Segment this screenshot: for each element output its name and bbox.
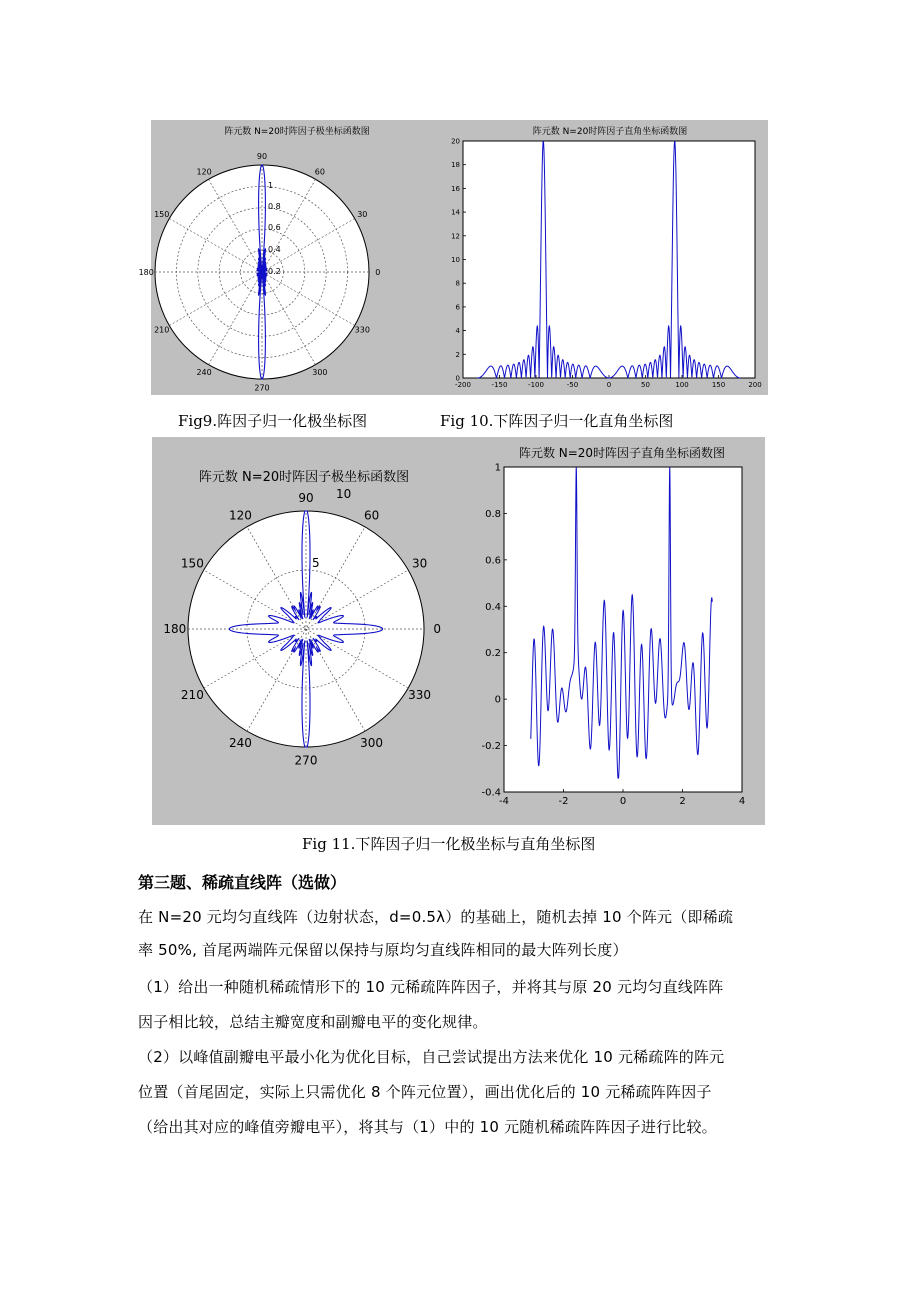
fig10-caption: Fig 10.下阵因子归一化直角坐标图 [440,412,674,430]
fig11-rect-y-tick-label: 1 [494,462,501,474]
polar-angle-label: 180 [163,622,187,637]
polar-radial-label: 0.8 [268,202,281,211]
fig9-caption: Fig9.阵因子归一化极坐标图 [178,412,368,430]
fig11-rect-y-tick-label: -0.2 [481,741,501,753]
section-title: 第三题、稀疏直线阵（选做） [138,873,347,892]
paragraph-line: 率 50%, 首尾两端阵元保留以保持与原均匀直线阵相同的最大阵列长度） [138,941,628,959]
polar-angle-label: 330 [354,325,370,335]
polar-radial-label: 5 [312,556,320,570]
fig11-rect-x-tick-label: -2 [558,796,569,807]
fig11-polar-title: 阵元数 N=20时阵因子极坐标函数图 [198,470,410,485]
fig10-y-tick-label: 16 [451,184,460,193]
polar-angle-label: 90 [298,491,314,505]
fig11-rect-plot [464,437,765,825]
fig10-rect-figure [444,120,768,395]
fig11-rect-y-tick-label: 0.6 [485,555,501,567]
polar-angle-label: 0 [433,622,442,637]
fig10-y-tick-label: 14 [451,208,460,217]
polar-radial-label: 0.4 [268,245,281,254]
polar-radial-label: 0.6 [268,223,281,232]
fig10-x-tick-label: -150 [491,381,508,389]
fig11-rect-y-tick-label: -0.4 [481,787,501,799]
fig11-rect-x-tick-label: 2 [679,796,686,807]
polar-angle-label: 300 [312,368,328,378]
fig9-polar-figure [138,120,444,395]
polar-angle-label: 90 [256,152,268,161]
polar-angle-label: 180 [138,267,154,277]
fig10-y-tick-label: 8 [455,279,460,288]
polar-angle-label: 30 [411,556,428,571]
fig10-x-tick-label: -100 [528,381,544,389]
polar-angle-label: 120 [228,508,252,523]
fig10-x-tick-label: 200 [748,381,762,389]
polar-angle-label: 240 [196,368,212,378]
polar-radial-label: 0.2 [268,267,281,276]
fig11-polar-plot [152,437,464,825]
polar-angle-label: 0 [375,267,381,277]
polar-angle-label: 150 [180,556,204,571]
polar-angle-label: 210 [154,325,170,335]
fig10-y-tick-label: 12 [451,232,460,241]
fig10-y-tick-label: 18 [451,161,460,170]
fig11-rect-x-tick-label: 4 [738,796,746,807]
fig11-polar-figure [152,437,464,825]
polar-angle-label: 270 [294,753,318,768]
polar-angle-label: 120 [196,167,212,177]
polar-radial-label: 10 [336,487,352,501]
fig11-rect-y-tick-label: 0.4 [485,601,501,613]
polar-angle-label: 150 [154,209,170,219]
polar-angle-label: 300 [360,735,384,750]
fig11-rect-figure [464,437,765,825]
fig11-caption: Fig 11.下阵因子归一化极坐标与直角坐标图 [302,835,596,853]
fig11-rect-y-tick-label: 0.2 [485,648,501,660]
fig10-x-tick-label: 0 [606,381,612,389]
polar-angle-label: 60 [363,508,380,523]
fig10-y-tick-label: 4 [455,327,460,336]
polar-angle-label: 30 [357,209,368,219]
fig11-rect-y-tick-label: 0 [494,694,501,706]
polar-angle-label: 270 [254,383,270,393]
fig11-rect-x-tick-label: 0 [619,796,627,807]
fig10-title: 阵元数 N=20时阵因子直角坐标函数图 [532,127,688,137]
fig10-rect-plot [444,120,768,395]
paragraph-line: （给出其对应的峰值旁瓣电平），将其与（1）中的 10 元随机稀疏阵阵因子进行比较。 [138,1118,717,1136]
polar-angle-label: 210 [180,687,204,702]
fig10-y-tick-label: 6 [455,303,460,312]
fig9-polar-plot [138,120,444,395]
fig11-rect-x-tick-label: -4 [499,796,509,807]
polar-angle-label: 240 [228,735,252,750]
fig10-axes [463,141,755,378]
fig10-x-tick-label: -200 [455,381,471,389]
paragraph-line: （1）给出一种随机稀疏情形下的 10 元稀疏阵阵因子，并将其与原 20 元均匀直线阵阵 [138,978,724,996]
paragraph-line: 在 N=20 元均匀直线阵（边射状态，d=0.5λ）的基础上，随机去掉 10 个阵元（即稀疏 [138,908,734,926]
fig10-y-tick-label: 20 [451,137,460,146]
fig10-x-tick-label: 50 [641,381,650,389]
fig10-x-tick-label: 150 [711,381,726,389]
polar-angle-label: 330 [408,687,432,702]
fig10-y-tick-label: 10 [451,255,460,264]
fig10-y-tick-label: 2 [455,350,460,359]
fig10-x-tick-label: -50 [566,381,579,389]
fig10-y-tick-label: 0 [455,374,460,383]
fig9-title: 阵元数 N=20时阵因子极坐标函数图 [224,127,370,137]
paragraph-line: 因子相比较，总结主瓣宽度和副瓣电平的变化规律。 [138,1013,488,1031]
fig11-rect-title: 阵元数 N=20时阵因子直角坐标函数图 [518,446,726,460]
paragraph-line: （2）以峰值副瓣电平最小化为优化目标，自己尝试提出方法来优化 10 元稀疏阵的阵元 [138,1048,725,1066]
polar-radial-label: 1 [268,181,274,190]
paragraph-line: 位置（首尾固定，实际上只需优化 8 个阵元位置），画出优化后的 10 元稀疏阵阵因子 [138,1083,712,1101]
fig11-rect-y-tick-label: 0.8 [485,508,501,520]
fig10-x-tick-label: 100 [675,381,689,389]
polar-angle-label: 60 [314,167,325,177]
